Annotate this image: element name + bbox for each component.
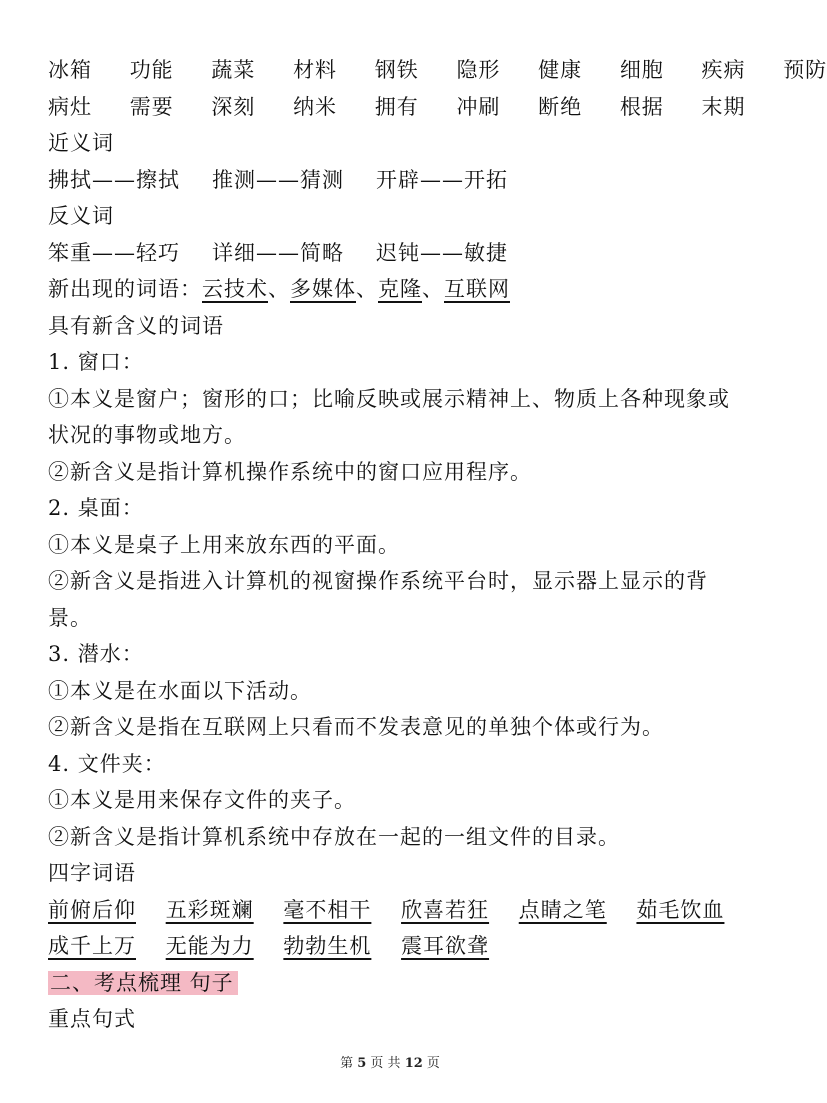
- antonym-pair: 笨重——轻巧: [48, 240, 180, 265]
- synonym-pair: 拂拭——擦拭: [48, 167, 180, 192]
- vocab-word: 末期: [701, 94, 746, 119]
- new-word: 云技术: [202, 277, 268, 301]
- section-heading: 二、考点梳理 句子: [48, 971, 238, 995]
- entry-original-meaning: ①本义是在水面以下活动。: [48, 678, 312, 703]
- subheading: 重点句式: [48, 1007, 136, 1031]
- vocab-row-1: [48, 52, 827, 89]
- entry-original-meaning: ①本义是窗户；窗形的口；比喻反映或展示精神上、物质上各种现象或状况的事物或地方。: [48, 386, 730, 447]
- vocab-word: 纳米: [293, 94, 338, 119]
- vocab-word: 病灶: [48, 94, 92, 119]
- idiom: 茹毛饮血: [636, 897, 725, 922]
- separator: 、: [268, 277, 290, 301]
- new-word: 多媒体: [290, 277, 356, 301]
- entry-new-meaning: ②新含义是指计算机操作系统中的窗口应用程序。: [48, 459, 532, 484]
- entry-new-meaning: ②新含义是指在互联网上只看而不发表意见的单独个体或行为。: [48, 715, 664, 739]
- four-char-row-1: [48, 892, 748, 929]
- idiom: 勃勃生机: [283, 934, 372, 958]
- idiom: 前俯后仰: [48, 897, 136, 922]
- page-footer: [0, 1052, 780, 1071]
- entry-new-meaning: ②新含义是指进入计算机的视窗操作系统平台时，显示器上显示的背景。: [48, 569, 708, 630]
- antonyms-title: 反义词: [48, 204, 114, 228]
- section-heading-line: [48, 965, 748, 1002]
- vocab-word: 隐形: [456, 58, 501, 82]
- idiom: 震耳欲聋: [401, 934, 490, 958]
- vocab-word: 预防: [783, 58, 827, 82]
- idiom: 成千上万: [48, 934, 136, 958]
- vocab-word: 拥有: [374, 94, 419, 119]
- idiom: 点睛之笔: [518, 897, 607, 922]
- entry-new-meaning: ②新含义是指计算机系统中存放在一起的一组文件的目录。: [48, 824, 620, 849]
- entry-heading: 3. 潜水：: [48, 642, 144, 666]
- four-char-title: 四字词语: [48, 861, 136, 885]
- synonym-pair: 开辟——开拓: [376, 167, 508, 192]
- vocab-word: 细胞: [619, 58, 664, 82]
- separator: 、: [356, 277, 378, 301]
- vocab-word: 深刻: [211, 94, 256, 119]
- synonym-pairs: [48, 162, 748, 199]
- idiom: 无能为力: [165, 934, 254, 958]
- vocab-word: 蔬菜: [211, 58, 256, 82]
- synonym-pair: 推测——猜测: [212, 167, 344, 192]
- document-body: [48, 52, 827, 1038]
- new-word: 克隆: [378, 277, 422, 301]
- idiom: 欣喜若狂: [401, 897, 490, 922]
- vocab-word: 材料: [293, 58, 338, 82]
- entry-original-meaning: ①本义是桌子上用来放东西的平面。: [48, 532, 400, 557]
- footer-text: 页 共: [370, 1056, 401, 1071]
- new-words-label: 新出现的词语：: [48, 277, 202, 301]
- entry-heading: 1. 窗口：: [48, 350, 144, 374]
- idiom: 五彩斑斓: [165, 897, 254, 922]
- entry-original-meaning: ①本义是用来保存文件的夹子。: [48, 788, 356, 812]
- vocab-word: 冲刷: [456, 94, 501, 119]
- vocab-word: 疾病: [701, 58, 746, 82]
- vocab-word: 需要: [129, 94, 174, 119]
- vocab-word: 冰箱: [48, 58, 92, 82]
- vocab-word: 断绝: [538, 94, 583, 119]
- vocab-word: 根据: [619, 94, 664, 119]
- antonym-pair: 详细——简略: [212, 240, 344, 265]
- entry-heading: 2. 桌面：: [48, 496, 144, 520]
- footer-text: 第: [340, 1056, 354, 1071]
- vocab-word: 健康: [538, 58, 583, 82]
- footer-text: 页: [426, 1056, 440, 1071]
- new-words-line: [48, 271, 748, 308]
- four-char-row-2: [48, 928, 748, 965]
- new-meaning-title: 具有新含义的词语: [48, 313, 224, 338]
- separator: 、: [422, 277, 444, 301]
- antonym-pairs: [48, 235, 748, 272]
- antonym-pair: 迟钝——敏捷: [376, 240, 508, 265]
- idiom: 毫不相干: [283, 897, 372, 922]
- new-word: 互联网: [444, 277, 510, 301]
- entry-heading: 4. 文件夹：: [48, 751, 166, 776]
- vocab-row-2: [48, 89, 748, 126]
- total-pages-number: 12: [404, 1056, 423, 1071]
- current-page-number: 5: [357, 1056, 367, 1071]
- vocab-word: 钢铁: [374, 58, 419, 82]
- vocab-word: 功能: [129, 58, 174, 82]
- synonyms-title: 近义词: [48, 131, 114, 155]
